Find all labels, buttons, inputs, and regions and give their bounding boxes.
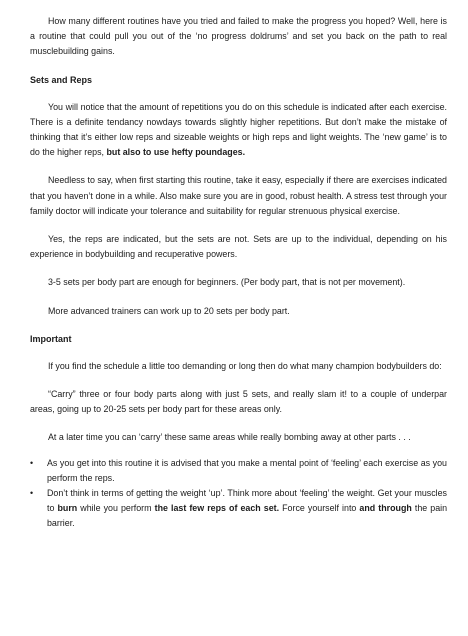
tip-2-bold-burn: burn	[57, 503, 78, 514]
tips-list	[30, 456, 447, 532]
sets-reps-paragraph-5: More advanced trainers can work up to 20 sets per body part.	[48, 305, 290, 316]
tip-2-text-d: Force yourself into	[282, 503, 357, 514]
sets-reps-paragraph-1-text: You will notice that the amount of repetitions you do on this schedule is indicated after each exercise. There is a definite tendancy nowdays towards slightly higher repetitions. But don’t make the mistake of thinking that it’s either low reps and sizeable weights or high reps and light weights. The ‘new game’ is to do the higher reps,	[30, 101, 447, 158]
sets-reps-paragraph-3: Yes, the reps are indicated, but the sets are not. Sets are up to the individual, depending on his experience in bodybuilding and recuperative powers.	[30, 234, 447, 260]
tip-1-text: As you get into this routine it is advised that you make a mental point of ‘feeling’ each exercise as you perform the reps.	[47, 457, 447, 483]
tip-2-text-e: the pain barrier.	[47, 503, 448, 529]
important-paragraph-1: If you find the schedule a little too demanding or long then do what many champion bodybuilders do:	[48, 360, 442, 371]
bullet-icon: •	[30, 488, 34, 499]
tip-2-text-a: Don’t think in terms of getting the weight ‘up’. Think more about ‘feeling’ the weight. Get your muscles to	[47, 488, 447, 514]
important-paragraph-3: At a later time you can ‘carry’ these same areas while really bombing away at other parts . . .	[48, 432, 411, 443]
sets-reps-paragraph-1-bold: but also to use hefty poundages.	[106, 147, 246, 158]
sets-reps-paragraph-2: Needless to say, when first starting this routine, take it easy, especially if there are exercises indicated that you haven’t done in a while. Also make sure you are in good, robust health. A stress test through your family doctor will indicate your tolerance and suitability for regular strenuous physical exercise.	[30, 175, 447, 216]
intro-paragraph: How many different routines have you tried and failed to make the progress you hoped? Well, here is a routine that could pull you out of the ‘no progress doldrums’ and set you back on the path to real musclebuilding gains.	[30, 16, 447, 57]
important-paragraph-2: “Carry” three or four body parts along with just 5 sets, and really slam it! to a couple of underpar areas, going up to 20-25 sets per body part for these areas only.	[30, 389, 447, 415]
tip-2-text-c: while you perform	[80, 503, 152, 514]
sets-reps-paragraph-1	[30, 100, 447, 161]
tip-2-bold-last-reps: the last few reps of each set.	[154, 503, 280, 514]
list-item	[30, 456, 447, 486]
important-heading: Important	[30, 333, 72, 344]
bullet-icon: •	[30, 457, 34, 468]
tip-2-bold-through: and through	[359, 503, 412, 514]
list-item	[30, 486, 447, 532]
sets-reps-paragraph-4: 3-5 sets per body part are enough for beginners. (Per body part, that is not per movement).	[48, 277, 406, 288]
sets-and-reps-heading: Sets and Reps	[30, 74, 93, 85]
